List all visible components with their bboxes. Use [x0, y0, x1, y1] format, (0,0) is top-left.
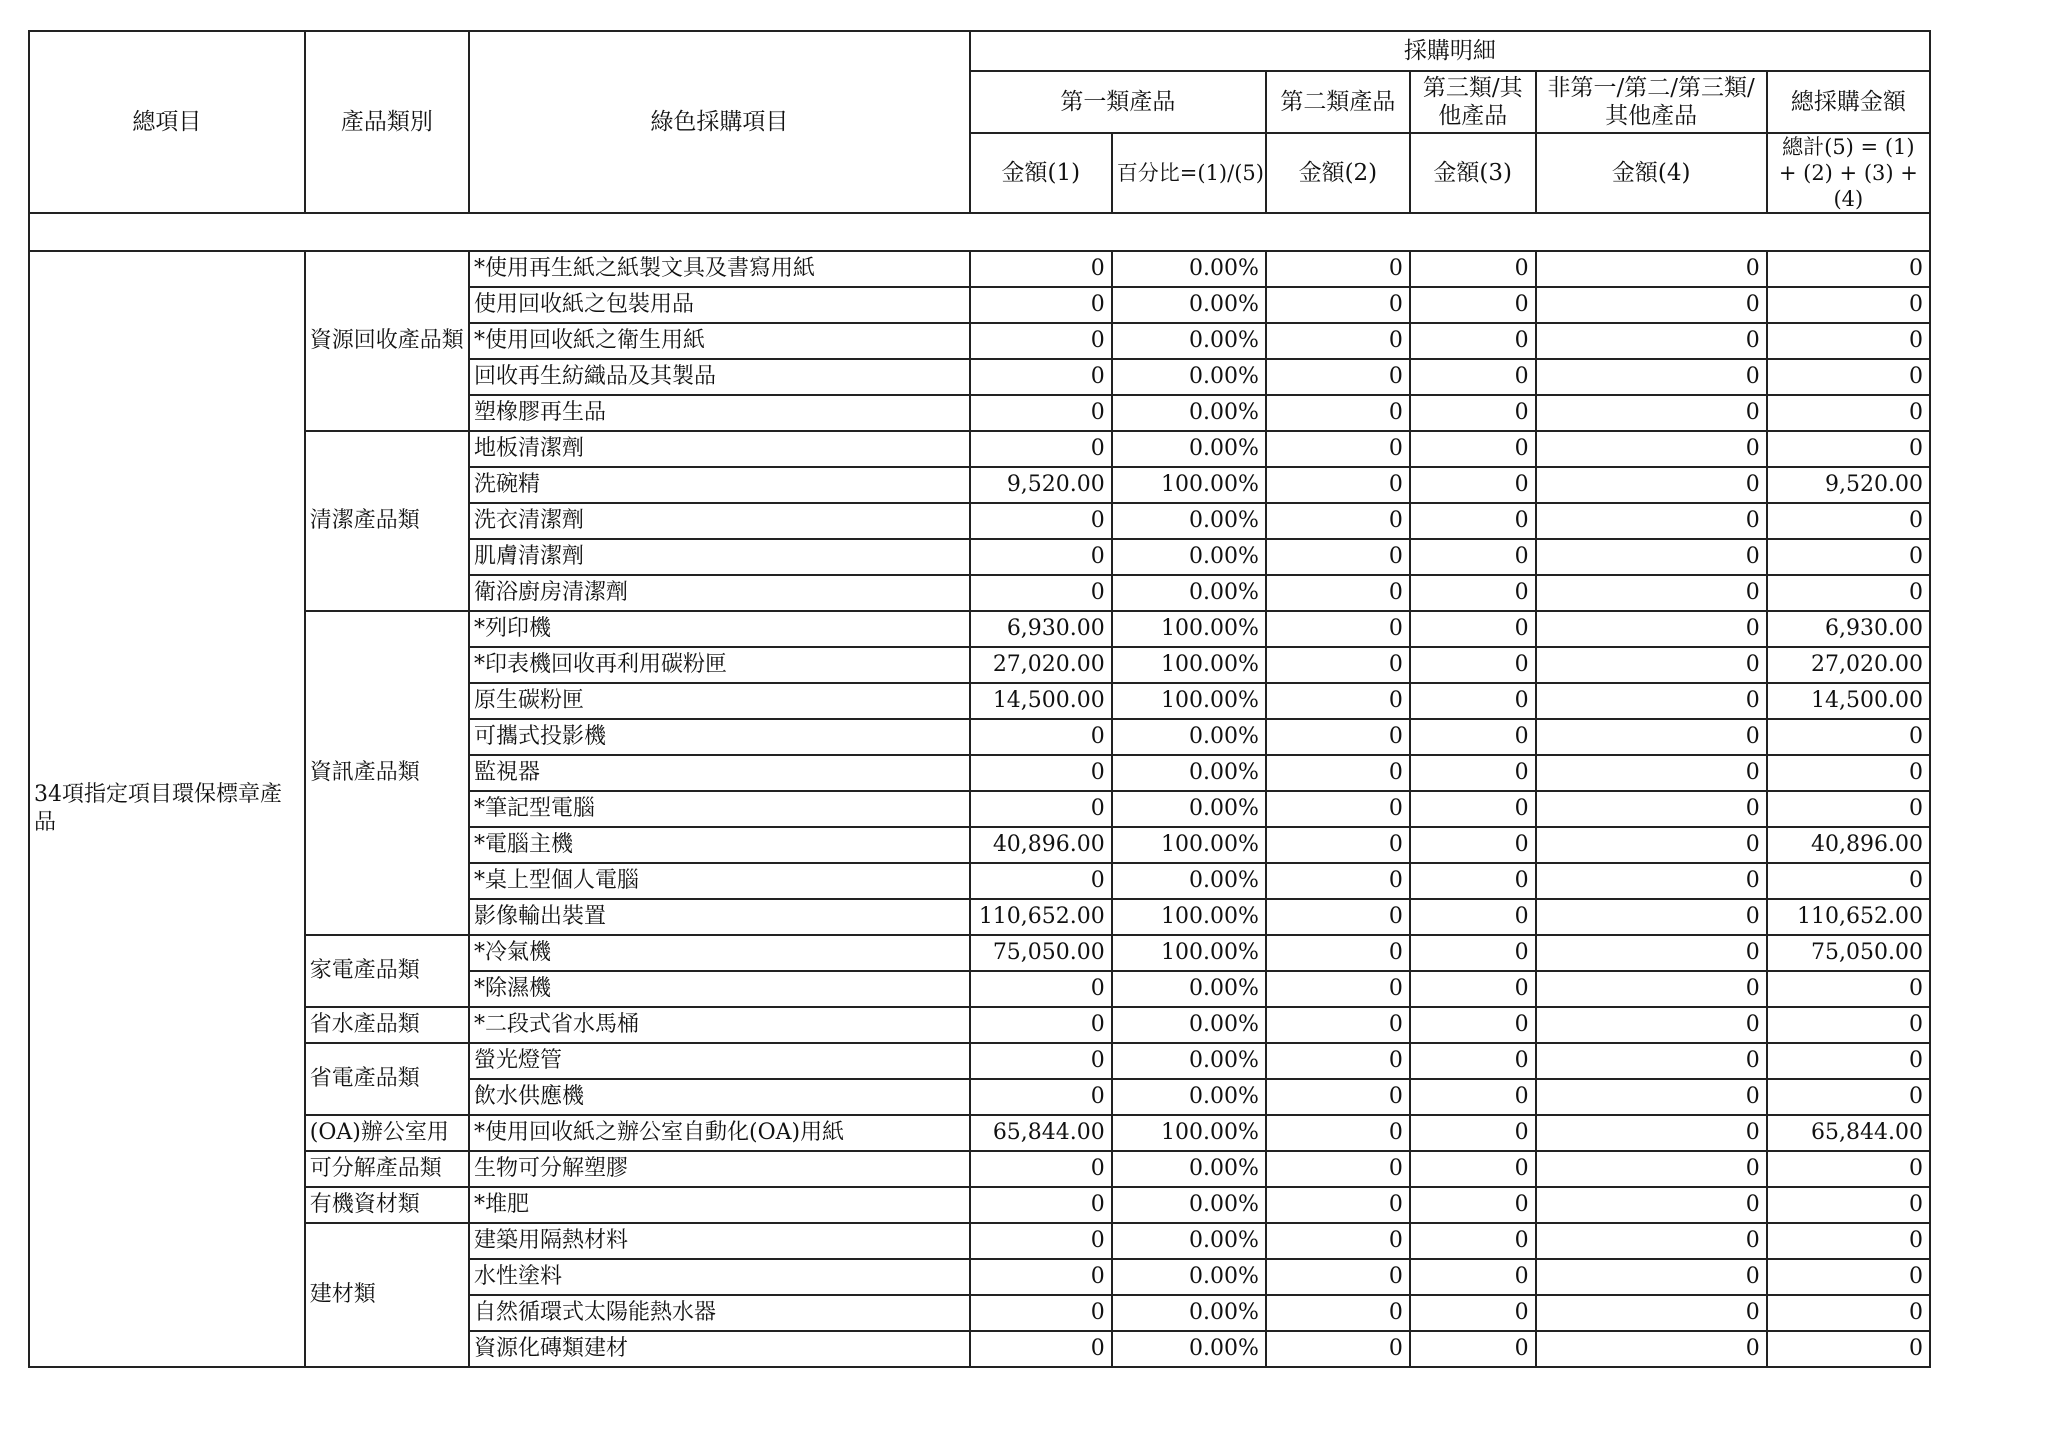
percent-cell: 0.00% — [1112, 1079, 1266, 1115]
amount1-cell: 9,520.00 — [970, 467, 1112, 503]
item-name-cell: 洗衣清潔劑 — [469, 503, 970, 539]
amount3-cell: 0 — [1410, 1295, 1536, 1331]
item-name-cell: 監視器 — [469, 755, 970, 791]
amount2-cell: 0 — [1266, 1223, 1410, 1259]
category-cell: 建材類 — [305, 1223, 469, 1367]
item-name-cell: *電腦主機 — [469, 827, 970, 863]
total-cell: 0 — [1767, 971, 1930, 1007]
item-name-cell: *桌上型個人電腦 — [469, 863, 970, 899]
category-cell: 資源回收產品類 — [305, 251, 469, 431]
percent-cell: 0.00% — [1112, 791, 1266, 827]
category-cell: 清潔產品類 — [305, 431, 469, 611]
amount4-cell: 0 — [1536, 647, 1767, 683]
category-cell: 家電產品類 — [305, 935, 469, 1007]
amount3-cell: 0 — [1410, 1007, 1536, 1043]
amount2-cell: 0 — [1266, 287, 1410, 323]
percent-cell: 100.00% — [1112, 467, 1266, 503]
total-cell: 0 — [1767, 251, 1930, 287]
total-cell: 0 — [1767, 1223, 1930, 1259]
header-amount2: 金額(2) — [1266, 133, 1410, 213]
amount1-cell: 0 — [970, 1259, 1112, 1295]
total-cell: 0 — [1767, 431, 1930, 467]
total-cell: 0 — [1767, 1043, 1930, 1079]
amount2-cell: 0 — [1266, 863, 1410, 899]
amount2-cell: 0 — [1266, 827, 1410, 863]
amount3-cell: 0 — [1410, 899, 1536, 935]
amount3-cell: 0 — [1410, 755, 1536, 791]
amount4-cell: 0 — [1536, 611, 1767, 647]
amount3-cell: 0 — [1410, 1259, 1536, 1295]
amount1-cell: 0 — [970, 395, 1112, 431]
category-cell: 省電產品類 — [305, 1043, 469, 1115]
percent-cell: 0.00% — [1112, 1295, 1266, 1331]
amount1-cell: 75,050.00 — [970, 935, 1112, 971]
amount3-cell: 0 — [1410, 1115, 1536, 1151]
item-name-cell: *堆肥 — [469, 1187, 970, 1223]
category-cell: 可分解產品類 — [305, 1151, 469, 1187]
item-name-cell: *印表機回收再利用碳粉匣 — [469, 647, 970, 683]
amount4-cell: 0 — [1536, 1007, 1767, 1043]
amount3-cell: 0 — [1410, 503, 1536, 539]
amount3-cell: 0 — [1410, 1331, 1536, 1367]
header-total-formula: 總計(5) = (1) + (2) + (3) + (4) — [1767, 133, 1930, 213]
percent-cell: 100.00% — [1112, 1115, 1266, 1151]
amount2-cell: 0 — [1266, 395, 1410, 431]
total-cell: 0 — [1767, 719, 1930, 755]
percent-cell: 0.00% — [1112, 755, 1266, 791]
total-cell: 40,896.00 — [1767, 827, 1930, 863]
total-cell: 27,020.00 — [1767, 647, 1930, 683]
total-cell: 14,500.00 — [1767, 683, 1930, 719]
amount3-cell: 0 — [1410, 251, 1536, 287]
amount4-cell: 0 — [1536, 1223, 1767, 1259]
amount4-cell: 0 — [1536, 395, 1767, 431]
amount4-cell: 0 — [1536, 251, 1767, 287]
percent-cell: 0.00% — [1112, 719, 1266, 755]
total-cell: 0 — [1767, 755, 1930, 791]
header-green-item: 綠色採購項目 — [469, 31, 970, 213]
spacer-row — [29, 213, 1930, 251]
item-name-cell: *使用回收紙之衛生用紙 — [469, 323, 970, 359]
amount4-cell: 0 — [1536, 323, 1767, 359]
amount2-cell: 0 — [1266, 719, 1410, 755]
category-cell: 有機資材類 — [305, 1187, 469, 1223]
amount4-cell: 0 — [1536, 1331, 1767, 1367]
item-name-cell: 生物可分解塑膠 — [469, 1151, 970, 1187]
amount3-cell: 0 — [1410, 1079, 1536, 1115]
amount1-cell: 65,844.00 — [970, 1115, 1112, 1151]
percent-cell: 0.00% — [1112, 575, 1266, 611]
table-row — [29, 1115, 1930, 1151]
percent-cell: 0.00% — [1112, 1007, 1266, 1043]
amount3-cell: 0 — [1410, 719, 1536, 755]
amount3-cell: 0 — [1410, 323, 1536, 359]
amount2-cell: 0 — [1266, 1043, 1410, 1079]
percent-cell: 100.00% — [1112, 935, 1266, 971]
amount1-cell: 40,896.00 — [970, 827, 1112, 863]
amount3-cell: 0 — [1410, 539, 1536, 575]
amount2-cell: 0 — [1266, 539, 1410, 575]
amount3-cell: 0 — [1410, 467, 1536, 503]
amount3-cell: 0 — [1410, 395, 1536, 431]
total-cell: 0 — [1767, 287, 1930, 323]
table-row — [29, 1187, 1930, 1223]
amount1-cell: 0 — [970, 359, 1112, 395]
amount4-cell: 0 — [1536, 1079, 1767, 1115]
percent-cell: 100.00% — [1112, 683, 1266, 719]
amount2-cell: 0 — [1266, 1151, 1410, 1187]
amount3-cell: 0 — [1410, 647, 1536, 683]
header-purchase-detail: 採購明細 — [970, 31, 1930, 71]
table-row — [29, 251, 1930, 287]
amount1-cell: 0 — [970, 287, 1112, 323]
amount1-cell: 0 — [970, 1223, 1112, 1259]
item-name-cell: *除濕機 — [469, 971, 970, 1007]
item-name-cell: *列印機 — [469, 611, 970, 647]
percent-cell: 0.00% — [1112, 863, 1266, 899]
percent-cell: 0.00% — [1112, 287, 1266, 323]
header-percent: 百分比=(1)/(5) — [1112, 133, 1266, 213]
percent-cell: 100.00% — [1112, 647, 1266, 683]
amount1-cell: 0 — [970, 575, 1112, 611]
table-row — [29, 431, 1930, 467]
category-cell: 省水產品類 — [305, 1007, 469, 1043]
amount3-cell: 0 — [1410, 611, 1536, 647]
amount4-cell: 0 — [1536, 1151, 1767, 1187]
amount1-cell: 0 — [970, 1151, 1112, 1187]
percent-cell: 0.00% — [1112, 251, 1266, 287]
table-body — [29, 251, 1930, 1367]
category-cell: 資訊產品類 — [305, 611, 469, 935]
amount3-cell: 0 — [1410, 1151, 1536, 1187]
amount2-cell: 0 — [1266, 1115, 1410, 1151]
amount1-cell: 27,020.00 — [970, 647, 1112, 683]
item-name-cell: *使用再生紙之紙製文具及書寫用紙 — [469, 251, 970, 287]
amount3-cell: 0 — [1410, 791, 1536, 827]
amount2-cell: 0 — [1266, 755, 1410, 791]
total-cell: 0 — [1767, 1151, 1930, 1187]
item-name-cell: 原生碳粉匣 — [469, 683, 970, 719]
amount2-cell: 0 — [1266, 431, 1410, 467]
item-name-cell: 螢光燈管 — [469, 1043, 970, 1079]
total-cell: 0 — [1767, 359, 1930, 395]
item-name-cell: 建築用隔熱材料 — [469, 1223, 970, 1259]
amount3-cell: 0 — [1410, 1043, 1536, 1079]
amount1-cell: 0 — [970, 1295, 1112, 1331]
green-procurement-report — [28, 30, 1931, 1368]
amount4-cell: 0 — [1536, 359, 1767, 395]
item-name-cell: *筆記型電腦 — [469, 791, 970, 827]
amount4-cell: 0 — [1536, 575, 1767, 611]
item-name-cell: 使用回收紙之包裝用品 — [469, 287, 970, 323]
percent-cell: 100.00% — [1112, 827, 1266, 863]
amount2-cell: 0 — [1266, 1187, 1410, 1223]
percent-cell: 0.00% — [1112, 971, 1266, 1007]
amount2-cell: 0 — [1266, 251, 1410, 287]
total-cell: 0 — [1767, 395, 1930, 431]
amount3-cell: 0 — [1410, 935, 1536, 971]
amount4-cell: 0 — [1536, 1259, 1767, 1295]
amount2-cell: 0 — [1266, 1259, 1410, 1295]
amount2-cell: 0 — [1266, 323, 1410, 359]
percent-cell: 0.00% — [1112, 395, 1266, 431]
percent-cell: 0.00% — [1112, 1187, 1266, 1223]
amount1-cell: 0 — [970, 503, 1112, 539]
amount1-cell: 0 — [970, 1043, 1112, 1079]
percent-cell: 0.00% — [1112, 1151, 1266, 1187]
total-cell: 75,050.00 — [1767, 935, 1930, 971]
amount1-cell: 0 — [970, 971, 1112, 1007]
percent-cell: 0.00% — [1112, 539, 1266, 575]
header-amount1: 金額(1) — [970, 133, 1112, 213]
amount1-cell: 0 — [970, 323, 1112, 359]
amount3-cell: 0 — [1410, 359, 1536, 395]
amount2-cell: 0 — [1266, 503, 1410, 539]
percent-cell: 0.00% — [1112, 1259, 1266, 1295]
amount1-cell: 0 — [970, 539, 1112, 575]
amount2-cell: 0 — [1266, 1295, 1410, 1331]
total-cell: 0 — [1767, 1331, 1930, 1367]
item-name-cell: 洗碗精 — [469, 467, 970, 503]
amount3-cell: 0 — [1410, 1223, 1536, 1259]
amount3-cell: 0 — [1410, 287, 1536, 323]
total-cell: 6,930.00 — [1767, 611, 1930, 647]
header-total-purchase: 總採購金額 — [1767, 71, 1930, 133]
amount2-cell: 0 — [1266, 575, 1410, 611]
item-name-cell: 資源化磚類建材 — [469, 1331, 970, 1367]
amount2-cell: 0 — [1266, 1331, 1410, 1367]
total-cell: 0 — [1767, 1007, 1930, 1043]
amount4-cell: 0 — [1536, 287, 1767, 323]
item-name-cell: 肌膚清潔劑 — [469, 539, 970, 575]
amount2-cell: 0 — [1266, 899, 1410, 935]
total-cell: 0 — [1767, 1295, 1930, 1331]
total-cell: 0 — [1767, 791, 1930, 827]
table-row — [29, 1223, 1930, 1259]
total-cell: 0 — [1767, 1187, 1930, 1223]
amount3-cell: 0 — [1410, 431, 1536, 467]
table-row — [29, 1007, 1930, 1043]
percent-cell: 0.00% — [1112, 1043, 1266, 1079]
amount4-cell: 0 — [1536, 683, 1767, 719]
percent-cell: 0.00% — [1112, 1223, 1266, 1259]
amount2-cell: 0 — [1266, 935, 1410, 971]
amount4-cell: 0 — [1536, 539, 1767, 575]
amount2-cell: 0 — [1266, 467, 1410, 503]
amount3-cell: 0 — [1410, 863, 1536, 899]
amount1-cell: 6,930.00 — [970, 611, 1112, 647]
percent-cell: 0.00% — [1112, 503, 1266, 539]
amount4-cell: 0 — [1536, 971, 1767, 1007]
amount4-cell: 0 — [1536, 431, 1767, 467]
total-cell: 0 — [1767, 575, 1930, 611]
amount2-cell: 0 — [1266, 647, 1410, 683]
amount3-cell: 0 — [1410, 683, 1536, 719]
amount4-cell: 0 — [1536, 791, 1767, 827]
amount2-cell: 0 — [1266, 1007, 1410, 1043]
percent-cell: 0.00% — [1112, 431, 1266, 467]
item-name-cell: 地板清潔劑 — [469, 431, 970, 467]
amount4-cell: 0 — [1536, 719, 1767, 755]
category-cell: (OA)辦公室用 — [305, 1115, 469, 1151]
amount4-cell: 0 — [1536, 467, 1767, 503]
amount4-cell: 0 — [1536, 863, 1767, 899]
item-name-cell: *二段式省水馬桶 — [469, 1007, 970, 1043]
header-total-item: 總項目 — [29, 31, 305, 213]
percent-cell: 100.00% — [1112, 899, 1266, 935]
amount3-cell: 0 — [1410, 827, 1536, 863]
header-amount3: 金額(3) — [1410, 133, 1536, 213]
amount4-cell: 0 — [1536, 899, 1767, 935]
amount2-cell: 0 — [1266, 359, 1410, 395]
header-category: 產品類別 — [305, 31, 469, 213]
amount1-cell: 110,652.00 — [970, 899, 1112, 935]
section-label: 34項指定項目環保標章產品 — [29, 251, 305, 1367]
amount4-cell: 0 — [1536, 1295, 1767, 1331]
amount3-cell: 0 — [1410, 1187, 1536, 1223]
header-class4: 非第一/第二/第三類/其他產品 — [1536, 71, 1767, 133]
amount1-cell: 0 — [970, 719, 1112, 755]
amount1-cell: 0 — [970, 1187, 1112, 1223]
item-name-cell: 影像輸出裝置 — [469, 899, 970, 935]
item-name-cell: 衛浴廚房清潔劑 — [469, 575, 970, 611]
total-cell: 65,844.00 — [1767, 1115, 1930, 1151]
header-class3: 第三類/其他產品 — [1410, 71, 1536, 133]
amount2-cell: 0 — [1266, 971, 1410, 1007]
table-row — [29, 935, 1930, 971]
total-cell: 9,520.00 — [1767, 467, 1930, 503]
percent-cell: 100.00% — [1112, 611, 1266, 647]
procurement-table — [28, 30, 1931, 1368]
total-cell: 0 — [1767, 323, 1930, 359]
header-amount4: 金額(4) — [1536, 133, 1767, 213]
table-row — [29, 1151, 1930, 1187]
total-cell: 0 — [1767, 539, 1930, 575]
amount1-cell: 14,500.00 — [970, 683, 1112, 719]
percent-cell: 0.00% — [1112, 359, 1266, 395]
amount2-cell: 0 — [1266, 683, 1410, 719]
total-cell: 0 — [1767, 503, 1930, 539]
header-class2: 第二類產品 — [1266, 71, 1410, 133]
total-cell: 110,652.00 — [1767, 899, 1930, 935]
amount4-cell: 0 — [1536, 827, 1767, 863]
amount2-cell: 0 — [1266, 1079, 1410, 1115]
total-cell: 0 — [1767, 1259, 1930, 1295]
table-header — [29, 31, 1930, 251]
amount3-cell: 0 — [1410, 971, 1536, 1007]
amount3-cell: 0 — [1410, 575, 1536, 611]
amount4-cell: 0 — [1536, 1187, 1767, 1223]
amount4-cell: 0 — [1536, 1115, 1767, 1151]
amount1-cell: 0 — [970, 1007, 1112, 1043]
amount4-cell: 0 — [1536, 1043, 1767, 1079]
item-name-cell: *冷氣機 — [469, 935, 970, 971]
item-name-cell: 水性塗料 — [469, 1259, 970, 1295]
table-row — [29, 1043, 1930, 1079]
total-cell: 0 — [1767, 1079, 1930, 1115]
item-name-cell: 回收再生紡織品及其製品 — [469, 359, 970, 395]
amount4-cell: 0 — [1536, 503, 1767, 539]
amount2-cell: 0 — [1266, 611, 1410, 647]
total-cell: 0 — [1767, 863, 1930, 899]
amount1-cell: 0 — [970, 863, 1112, 899]
item-name-cell: 塑橡膠再生品 — [469, 395, 970, 431]
item-name-cell: 飲水供應機 — [469, 1079, 970, 1115]
item-name-cell: 可攜式投影機 — [469, 719, 970, 755]
item-name-cell: *使用回收紙之辦公室自動化(OA)用紙 — [469, 1115, 970, 1151]
amount1-cell: 0 — [970, 251, 1112, 287]
amount4-cell: 0 — [1536, 935, 1767, 971]
item-name-cell: 自然循環式太陽能熱水器 — [469, 1295, 970, 1331]
amount1-cell: 0 — [970, 1079, 1112, 1115]
percent-cell: 0.00% — [1112, 323, 1266, 359]
amount1-cell: 0 — [970, 431, 1112, 467]
table-row — [29, 611, 1930, 647]
amount1-cell: 0 — [970, 755, 1112, 791]
amount1-cell: 0 — [970, 1331, 1112, 1367]
amount1-cell: 0 — [970, 791, 1112, 827]
amount4-cell: 0 — [1536, 755, 1767, 791]
percent-cell: 0.00% — [1112, 1331, 1266, 1367]
amount2-cell: 0 — [1266, 791, 1410, 827]
header-class1: 第一類產品 — [970, 71, 1266, 133]
